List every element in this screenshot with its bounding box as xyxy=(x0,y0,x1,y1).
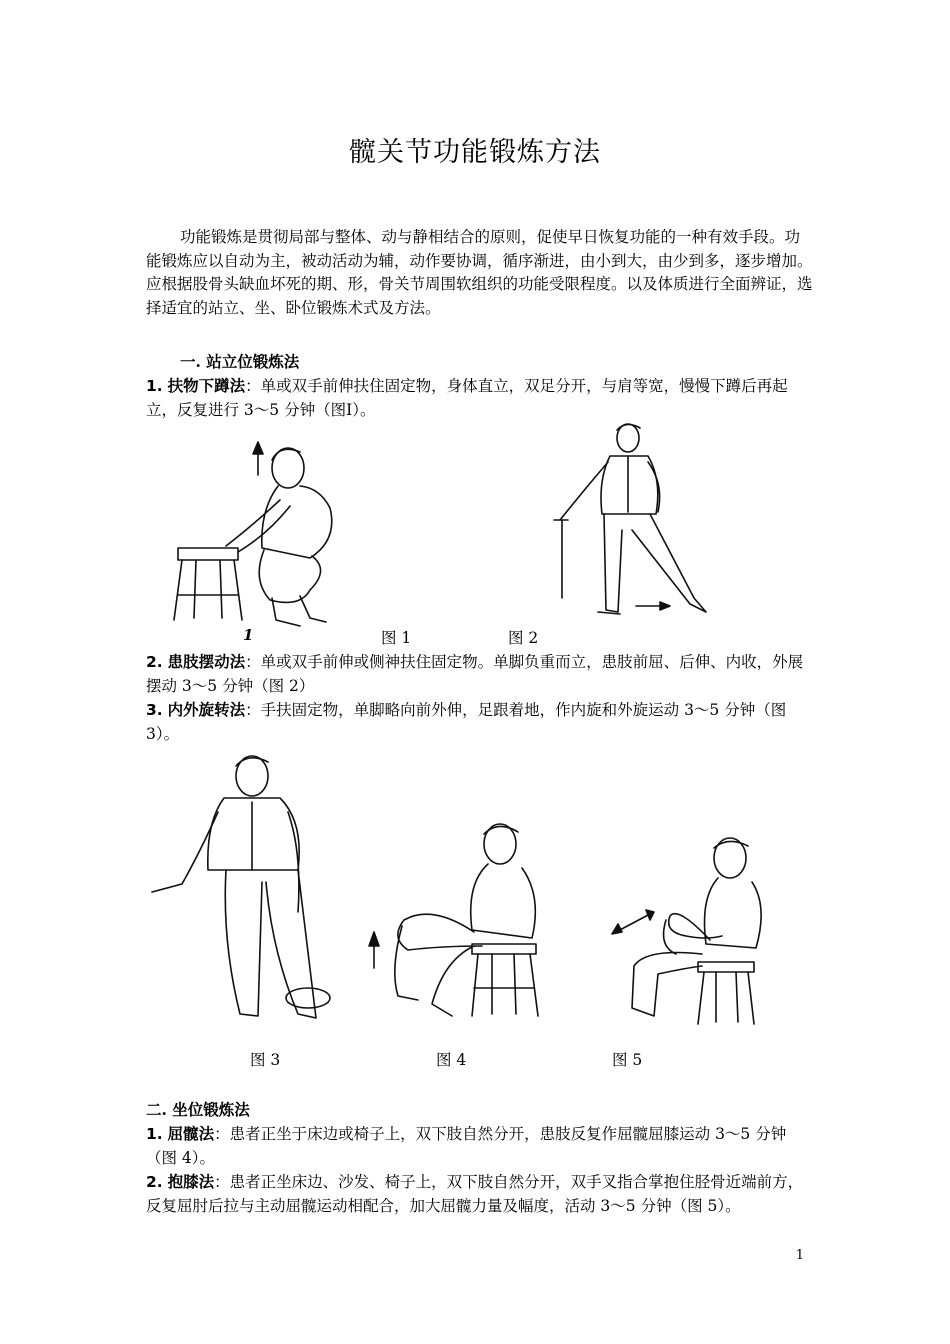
figure-4-hip-flexion xyxy=(362,820,552,1030)
figure-4-caption: 图 4 xyxy=(436,1051,467,1069)
item-name: 扶物下蹲法 xyxy=(167,376,246,395)
page-title: 髋关节功能锻炼方法 xyxy=(349,137,601,168)
section1-item-3 xyxy=(146,698,814,746)
item-name: 内外旋转法 xyxy=(167,700,246,719)
figure-1-caption: 图 1 xyxy=(381,629,412,647)
figure-3-rotation xyxy=(148,752,338,1032)
figure-1-squat xyxy=(160,430,360,640)
page-number: 1 xyxy=(795,1248,804,1263)
item-text: ：手扶固定物，单脚略向前外伸，足跟着地，作内旋和外旋运动 3～5 分钟（图 3）。 xyxy=(146,701,787,743)
item-text: ：患者正坐床边、沙发、椅子上，双下肢自然分开，双手叉指合掌抱住胫骨近端前方，反复屈肘后拉与主动屈髋运动相配合，加大屈髋力量及幅度，活动 3～5 分钟（图 5）。 xyxy=(146,1173,804,1215)
item-text: ：患者正坐于床边或椅子上，双下肢自然分开，患肢反复作屈髋屈膝运动 3～5 分钟（图 4）。 xyxy=(146,1125,787,1167)
item-number: 3. xyxy=(146,701,163,719)
item-text: ：单或双手前伸扶住固定物，身体直立，双足分开，与肩等宽，慢慢下蹲后再起立，反复进行 3～5 分钟（图Ⅰ）。 xyxy=(146,377,788,419)
section1-item-2 xyxy=(146,650,814,698)
section2-item-2 xyxy=(146,1170,814,1218)
item-name: 患肢摆动法 xyxy=(167,652,246,671)
figure-5-caption: 图 5 xyxy=(612,1051,643,1069)
item-number: 2. xyxy=(146,653,163,671)
figure-2-leg-swing xyxy=(540,420,720,625)
section1-heading: 一. 站立位锻炼法 xyxy=(180,352,300,371)
item-number: 1. xyxy=(146,377,163,395)
item-name: 屈髋法 xyxy=(167,1124,215,1143)
intro-paragraph: 功能锻炼是贯彻局部与整体、动与静相结合的原则，促使早日恢复功能的一种有效手段。功能锻炼应以自动为主，被动活动为辅，动作要协调，循序渐进，由小到大，由少到多，逐步增加。应根据股骨头缺血坏死的期、形，骨关节周围软组织的功能受限程度。以及体质进行全面辨证，选择适宜的站立、坐、卧位锻炼术式及方法。 xyxy=(146,228,813,317)
section2-heading: 二. 坐位锻炼法 xyxy=(146,1100,250,1119)
section1-item-1 xyxy=(146,374,814,422)
section2-item-1 xyxy=(146,1122,814,1170)
figure-2-caption: 图 2 xyxy=(508,629,539,647)
figure-3-caption: 图 3 xyxy=(250,1051,281,1069)
item-number: 1. xyxy=(146,1125,163,1143)
figure-5-knee-hug xyxy=(606,836,786,1031)
item-text: ：单或双手前伸或侧神扶住固定物。单脚负重而立，患肢前屈、后伸、内收，外展摆动 3～5 分钟（图 2） xyxy=(146,653,804,695)
item-number: 2. xyxy=(146,1173,163,1191)
figure-1-mark: 1 xyxy=(243,626,254,644)
item-name: 抱膝法 xyxy=(167,1172,215,1191)
